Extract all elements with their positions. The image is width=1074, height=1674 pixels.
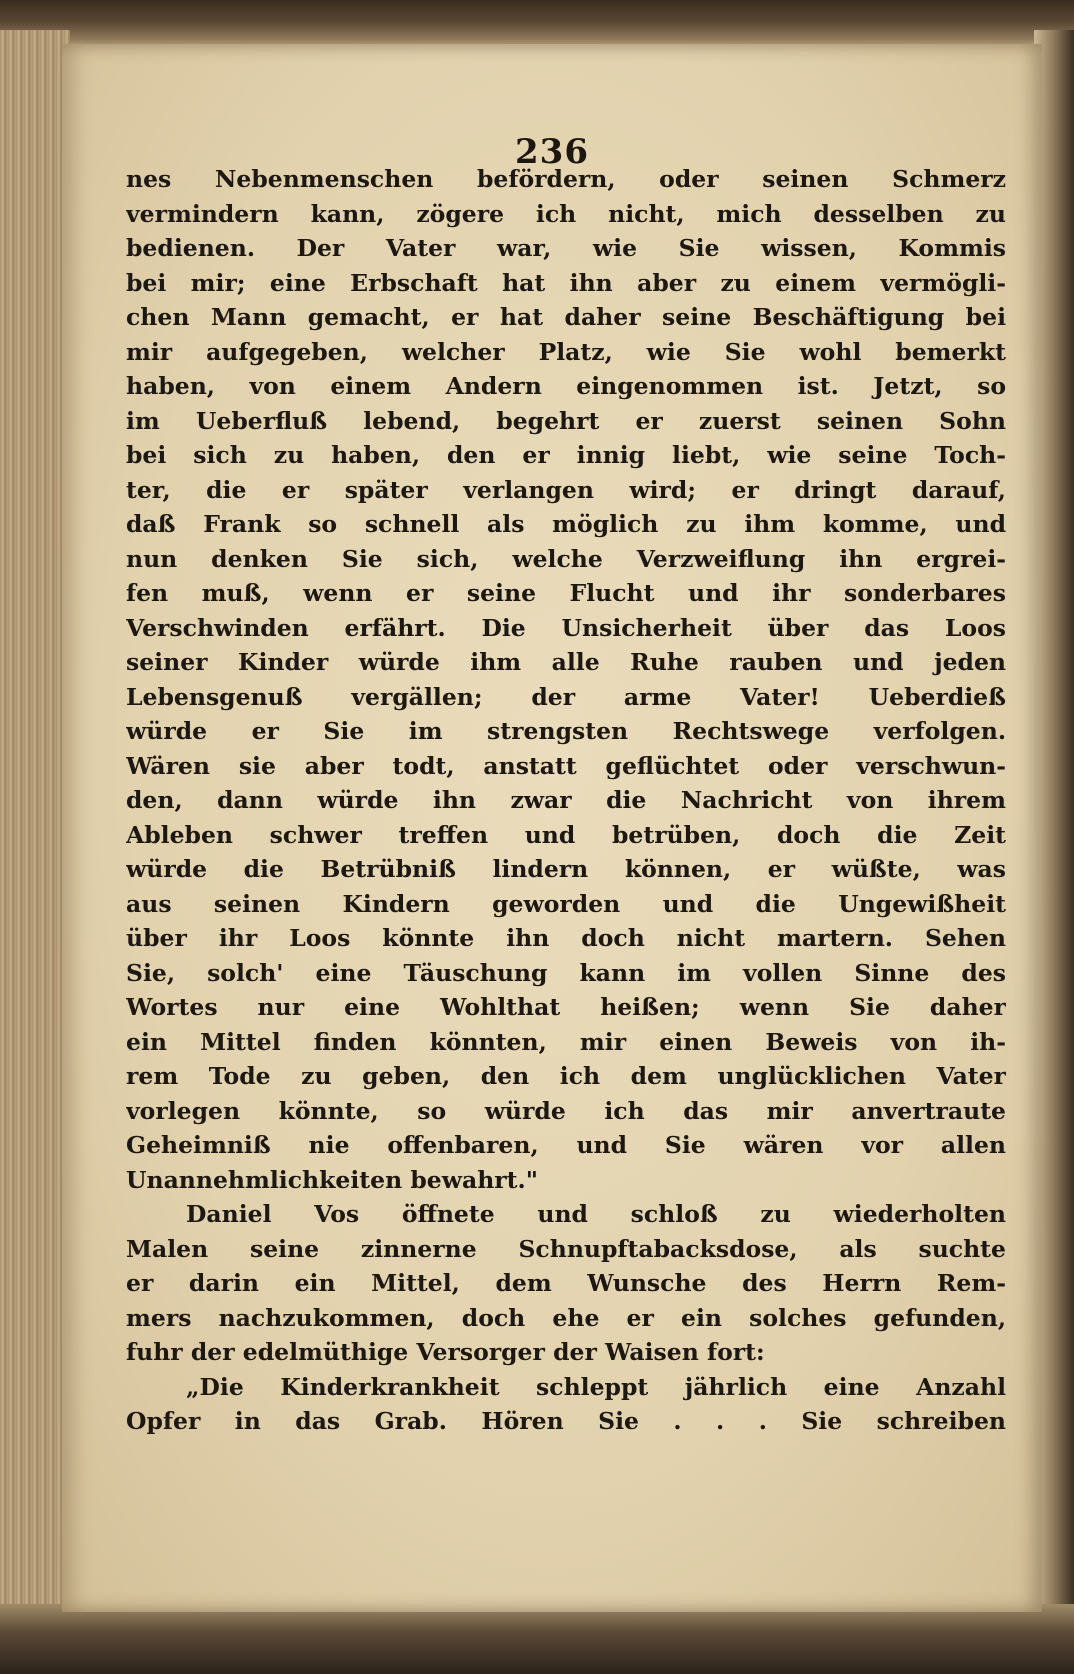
- text-line: Opfer in das Grab. Hören Sie . . . Sie schreiben: [126, 1407, 1006, 1435]
- text-line: Wären sie aber todt, anstatt geflüchtet oder verschwun-: [126, 751, 1006, 780]
- text-line: fuhr der edelmüthige Versorger der Waisen fort:: [126, 1338, 765, 1366]
- text-line: rem Tode zu geben, den ich dem unglücklichen Vater: [126, 1062, 1006, 1090]
- book-top-edge: [0, 0, 1074, 48]
- page-text: [126, 162, 1006, 1439]
- text-line: aus seinen Kindern geworden und die Ungewißheit: [126, 889, 1006, 918]
- text-line: ein Mittel finden könnten, mir einen Beweis von ih-: [126, 1027, 1006, 1056]
- text-line: bei mir; eine Erbschaft hat ihn aber zu einem vermögli-: [126, 268, 1006, 297]
- text-line: mir aufgegeben, welcher Platz, wie Sie wohl bemerkt: [126, 337, 1006, 366]
- text-line: über ihr Loos könnte ihn doch nicht martern. Sehen: [126, 924, 1006, 952]
- text-line: würde die Betrübniß lindern können, er wüßte, was: [126, 855, 1006, 883]
- text-line: vermindern kann, zögere ich nicht, mich desselben zu: [126, 199, 1006, 228]
- book-bottom-edge: [0, 1604, 1074, 1674]
- text-line: Unannehmlichkeiten bewahrt.": [126, 1165, 538, 1194]
- text-line: würde er Sie im strengsten Rechtswege verfolgen.: [126, 717, 1006, 745]
- text-line: Lebensgenuß vergällen; der arme Vater! Ueberdieß: [126, 682, 1006, 711]
- text-line: bei sich zu haben, den er innig liebt, wie seine Toch-: [126, 441, 1006, 469]
- text-line: chen Mann gemacht, er hat daher seine Beschäftigung bei: [126, 303, 1006, 331]
- text-line: Ableben schwer treffen und betrüben, doch die Zeit: [126, 820, 1006, 849]
- text-line: Verschwinden erfährt. Die Unsicherheit über das Loos: [126, 613, 1006, 642]
- text-line: mers nachzukommen, doch ehe er ein solches gefunden,: [126, 1303, 1006, 1332]
- text-line: haben, von einem Andern eingenommen ist. Jetzt, so: [126, 372, 1006, 400]
- page-number: 236: [515, 132, 589, 172]
- text-line: Sie, solch' eine Täuschung kann im vollen Sinne des: [126, 958, 1006, 987]
- text-line: seiner Kinder würde ihm alle Ruhe rauben und jeden: [126, 648, 1006, 676]
- text-line: Geheimniß nie offenbaren, und Sie wären vor allen: [126, 1131, 1006, 1159]
- text-line: Malen seine zinnerne Schnupftabacksdose, als suchte: [126, 1234, 1006, 1263]
- text-line: fen muß, wenn er seine Flucht und ihr sonderbares: [126, 579, 1006, 607]
- text-line: nes Nebenmenschen befördern, oder seinen Schmerz: [126, 165, 1006, 193]
- text-line: bedienen. Der Vater war, wie Sie wissen, Kommis: [126, 234, 1006, 262]
- text-line: Daniel Vos öffnete und schloß zu wiederholten: [186, 1200, 1006, 1228]
- text-line: daß Frank so schnell als möglich zu ihm komme, und: [126, 510, 1006, 538]
- text-line: im Ueberfluß lebend, begehrt er zuerst seinen Sohn: [126, 406, 1006, 435]
- text-line: ter, die er später verlangen wird; er dringt darauf,: [126, 475, 1006, 504]
- text-line: Wortes nur eine Wohlthat heißen; wenn Sie daher: [126, 993, 1006, 1021]
- text-line: er darin ein Mittel, dem Wunsche des Herrn Rem-: [126, 1269, 1006, 1297]
- page-stack-edge: [0, 30, 70, 1630]
- text-line: den, dann würde ihn zwar die Nachricht von ihrem: [126, 786, 1006, 814]
- text-line: „Die Kinderkrankheit schleppt jährlich eine Anzahl: [186, 1372, 1006, 1401]
- text-line: nun denken Sie sich, welche Verzweiflung ihn ergrei-: [126, 544, 1006, 573]
- text-line: vorlegen könnte, so würde ich das mir anvertraute: [126, 1096, 1006, 1125]
